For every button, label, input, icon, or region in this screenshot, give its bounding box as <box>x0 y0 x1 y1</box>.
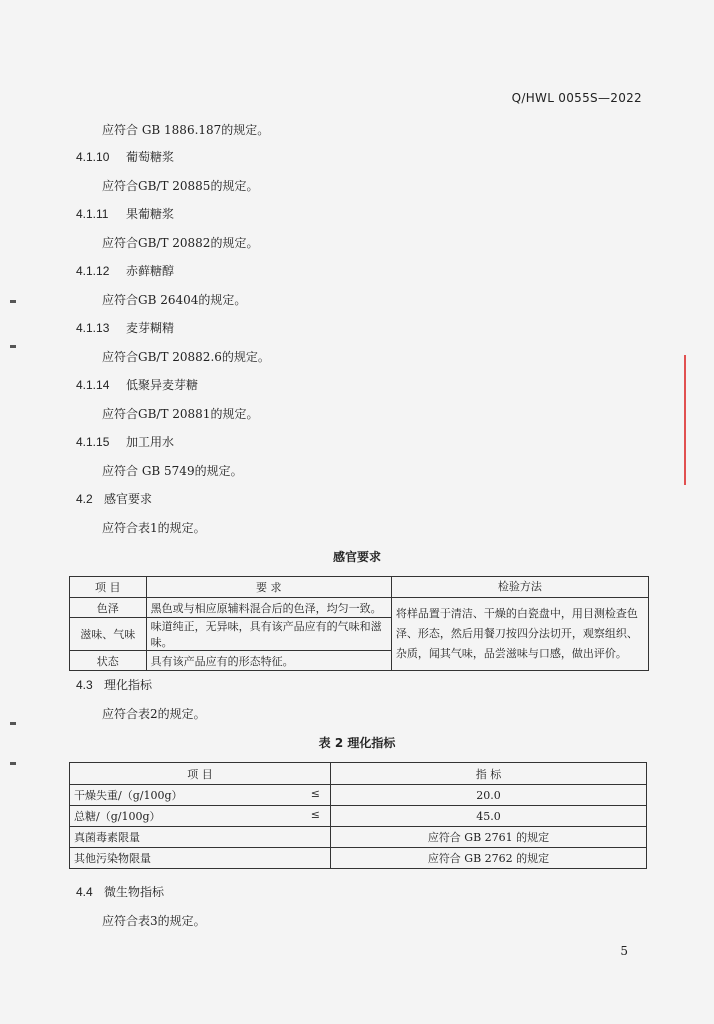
section-heading <box>76 433 174 450</box>
column-header: 检验方法 <box>391 577 648 598</box>
table-cell: 味道纯正，无异味，具有该产品应有的气味和滋味。 <box>146 618 391 651</box>
table-cell: 色泽 <box>70 598 147 618</box>
paragraph: 应符合表2的规定。 <box>102 707 206 721</box>
section-heading <box>76 262 174 279</box>
table-cell <box>70 806 331 827</box>
section-number: 4.2 <box>76 492 93 506</box>
column-header: 项 目 <box>70 577 147 598</box>
table-row <box>70 598 649 618</box>
section-number: 4.1.13 <box>76 321 110 335</box>
method-cell: 将样品置于清洁、干燥的白瓷盘中，用目测检查色泽、形态，然后用餐刀按四分法切开，观察组织、杂质，闻其气味，品尝滋味与口感，做出评价。 <box>391 598 648 671</box>
paragraph: 应符合GB/T 20882.6的规定。 <box>102 350 270 364</box>
column-header: 要 求 <box>146 577 391 598</box>
table-cell: 滋味、气味 <box>70 618 147 651</box>
paragraph: 应符合GB/T 20885的规定。 <box>102 179 259 193</box>
section-number: 4.1.11 <box>76 207 109 221</box>
section-heading <box>76 148 174 165</box>
less-equal-symbol: ≤ <box>310 787 320 800</box>
section-heading <box>76 376 198 393</box>
section-title: 果葡糖浆 <box>126 207 175 221</box>
sensory-table <box>69 576 649 671</box>
scan-mark <box>10 300 16 303</box>
section-title: 加工用水 <box>126 435 175 449</box>
table-cell: 黑色或与相应原辅料混合后的色泽，均匀一致。 <box>146 598 391 618</box>
table-header-row <box>70 577 649 598</box>
table-cell: 应符合 GB 2762 的规定 <box>331 848 647 869</box>
table-row <box>70 848 647 869</box>
section-title: 低聚异麦芽糖 <box>126 378 199 392</box>
item-label: 干燥失重/（g/100g） <box>74 789 183 802</box>
paragraph: 应符合GB 26404的规定。 <box>102 293 247 307</box>
section-title: 葡萄糖浆 <box>126 150 175 164</box>
section-number: 4.1.12 <box>76 264 110 278</box>
physicochemical-table <box>69 762 647 869</box>
section-heading <box>76 883 164 900</box>
scan-mark <box>10 762 16 765</box>
section-number: 4.4 <box>76 885 93 899</box>
table-cell: 20.0 <box>331 785 647 806</box>
table1-caption: 感官要求 <box>332 550 381 564</box>
section-heading <box>76 676 152 693</box>
table-cell: 45.0 <box>331 806 647 827</box>
section-heading <box>76 490 152 507</box>
page-number: 5 <box>620 944 628 958</box>
section-title: 赤藓糖醇 <box>126 264 175 278</box>
paragraph: 应符合GB/T 20881的规定。 <box>102 407 259 421</box>
table-cell: 具有该产品应有的形态特征。 <box>146 651 391 671</box>
section-number: 4.1.15 <box>76 435 110 449</box>
document-code: Q/HWL 0055S—2022 <box>511 91 642 105</box>
table-row <box>70 806 647 827</box>
section-number: 4.1.10 <box>76 150 110 164</box>
less-equal-symbol: ≤ <box>310 808 320 821</box>
column-header: 指 标 <box>331 763 647 785</box>
item-label: 总糖/（g/100g） <box>74 810 161 823</box>
scan-mark <box>10 345 16 348</box>
table-row <box>70 827 647 848</box>
section-heading <box>76 319 174 336</box>
table-header-row <box>70 763 647 785</box>
section-title: 麦芽糊精 <box>126 321 175 335</box>
section-number: 4.3 <box>76 678 93 692</box>
seal-stamp-edge <box>684 355 708 485</box>
table-cell <box>70 785 331 806</box>
paragraph: 应符合 GB 1886.187的规定。 <box>102 123 270 137</box>
table-row <box>70 785 647 806</box>
column-header: 项 目 <box>70 763 331 785</box>
table-cell: 真菌毒素限量 <box>70 827 331 848</box>
table2-caption: 表 2 理化指标 <box>318 736 396 750</box>
table-cell: 状态 <box>70 651 147 671</box>
paragraph: 应符合表1的规定。 <box>102 521 206 535</box>
scan-mark <box>10 722 16 725</box>
section-title: 感官要求 <box>104 492 153 506</box>
table-cell: 应符合 GB 2761 的规定 <box>331 827 647 848</box>
section-heading <box>76 205 174 222</box>
paragraph: 应符合 GB 5749的规定。 <box>102 464 243 478</box>
section-title: 理化指标 <box>104 678 153 692</box>
paragraph: 应符合表3的规定。 <box>102 914 206 928</box>
paragraph: 应符合GB/T 20882的规定。 <box>102 236 259 250</box>
section-title: 微生物指标 <box>104 885 165 899</box>
table-cell: 其他污染物限量 <box>70 848 331 869</box>
section-number: 4.1.14 <box>76 378 110 392</box>
